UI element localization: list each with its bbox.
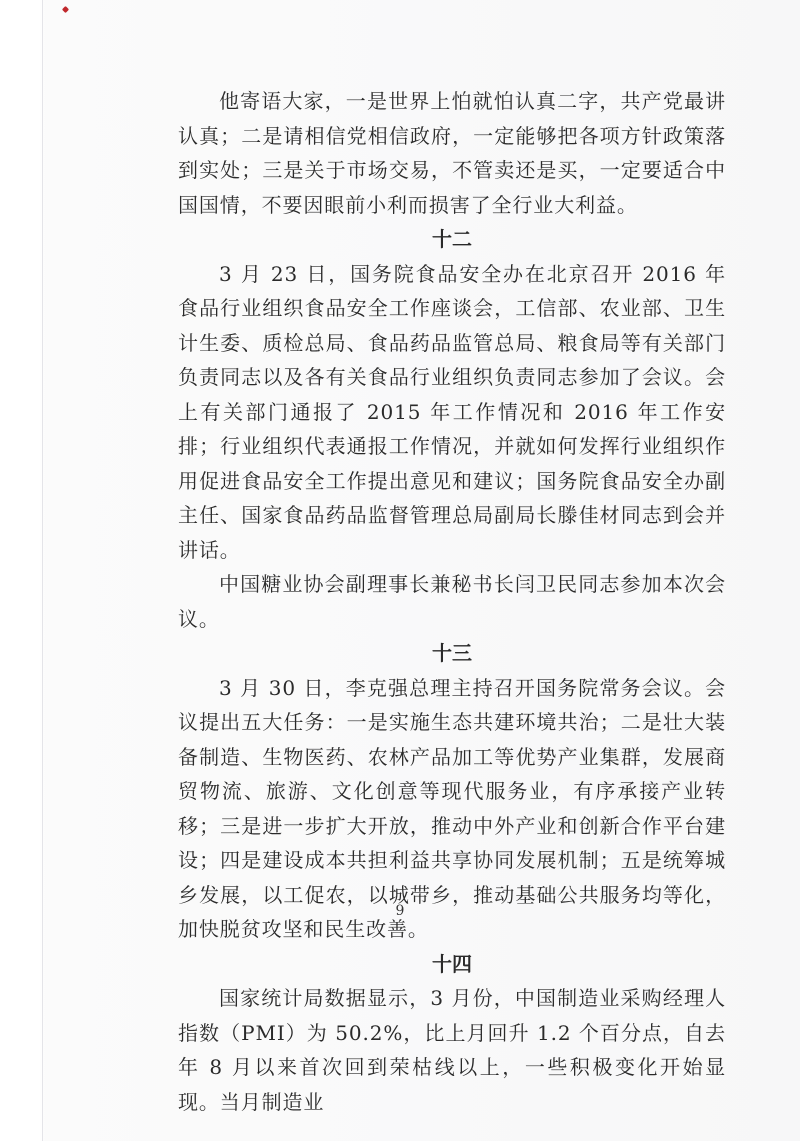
section-heading-12: 十二 (432, 227, 472, 251)
section-heading-13: 十三 (432, 641, 472, 665)
paragraph-food-safety-meeting: 3 月 23 日，国务院食品安全办在北京召开 2016 年食品行业组织食品安全工作座谈会，工信部、农业部、卫生计生委、质检总局、食品药品监管总局、粮食局等有关部门负责同志以及各有关食品行业组织负责同志参加了会议。会上有关部门通报了 2015 年工作情况和 2016 年工作安排；行业组织代表通报工作情况，并就如何发挥行业组织作用促进食品安全工作提出意见和建议；国务院食品安全办副主任、国家食品药品监督管理总局副局长滕佳材同志到会并讲话。 (178, 261, 726, 562)
paragraph-closing-remarks: 他寄语大家，一是世界上怕就怕认真二字，共产党最讲认真；二是请相信党相信政府，一定能够把各项方针政策落到实处；三是关于市场交易，不管卖还是买，一定要适合中国国情，不要因眼前小利而损害了全行业大利益。 (178, 89, 726, 217)
page-number: 9 (395, 903, 405, 919)
scan-fold-line (42, 0, 43, 1141)
paragraph-state-council-meeting: 3 月 30 日，李克强总理主持召开国务院常务会议。会议提出五大任务：一是实施生态共建环境共治；二是壮大装备制造、生物医药、农林产品加工等优势产业集群，发展商贸物流、旅游、文化创意等现代服务业，有序承接产业转移；三是进一步扩大开放，推动中外产业和创新合作平台建设；四是建设成本共担利益共享协同发展机制；五是统筹城乡发展，以工促农，以城带乡，推动基础公共服务均等化，加快脱贫攻坚和民生改善。 (178, 675, 726, 941)
paragraph-pmi-data: 国家统计局数据显示，3 月份，中国制造业采购经理人指数（PMI）为 50.2%，比上月回升 1.2 个百分点，自去年 8 月以来首次回到荣枯线以上，一些积极变化开始显现。当月制造业 (178, 986, 726, 1114)
document-body (178, 84, 726, 1119)
section-heading-14: 十四 (432, 951, 472, 976)
paragraph-sugar-association: 中国糖业协会副理事长兼秘书长闫卫民同志参加本次会议。 (178, 572, 726, 631)
